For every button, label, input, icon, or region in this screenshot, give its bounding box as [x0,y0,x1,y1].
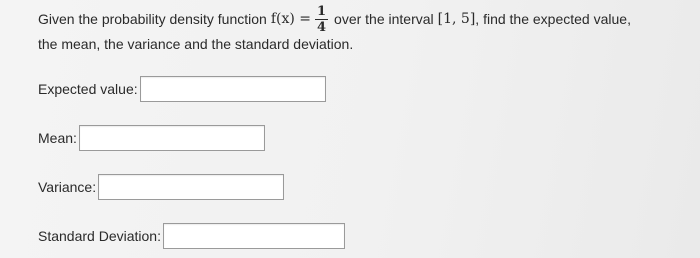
variance-label: Variance: [38,179,97,195]
fraction-denominator: 4 [317,19,327,35]
question-line-2: the mean, the variance and the standard deviation. [38,36,354,52]
question-interval-text: over the interval [334,11,434,27]
expected-value-label: Expected value: [38,81,138,97]
interval-value: [1, 5] [437,11,476,27]
question-intro: Given the probability density function [38,11,267,27]
expected-value-row [38,76,326,102]
mean-input[interactable] [79,125,265,151]
standard-deviation-label: Standard Deviation: [38,228,161,244]
variance-input[interactable] [98,174,284,200]
standard-deviation-row [38,223,345,249]
mean-row [38,125,265,151]
fraction-numerator: 1 [317,3,327,19]
variance-row [38,174,284,200]
standard-deviation-input[interactable] [163,223,345,249]
mean-label: Mean: [38,130,77,146]
question-line-1 [38,4,688,34]
question-text [38,4,688,53]
function-lhs: f(x) = [270,11,311,27]
density-fraction [315,5,328,34]
expected-value-input[interactable] [140,76,326,102]
question-ending: , find the expected value, [475,11,631,27]
